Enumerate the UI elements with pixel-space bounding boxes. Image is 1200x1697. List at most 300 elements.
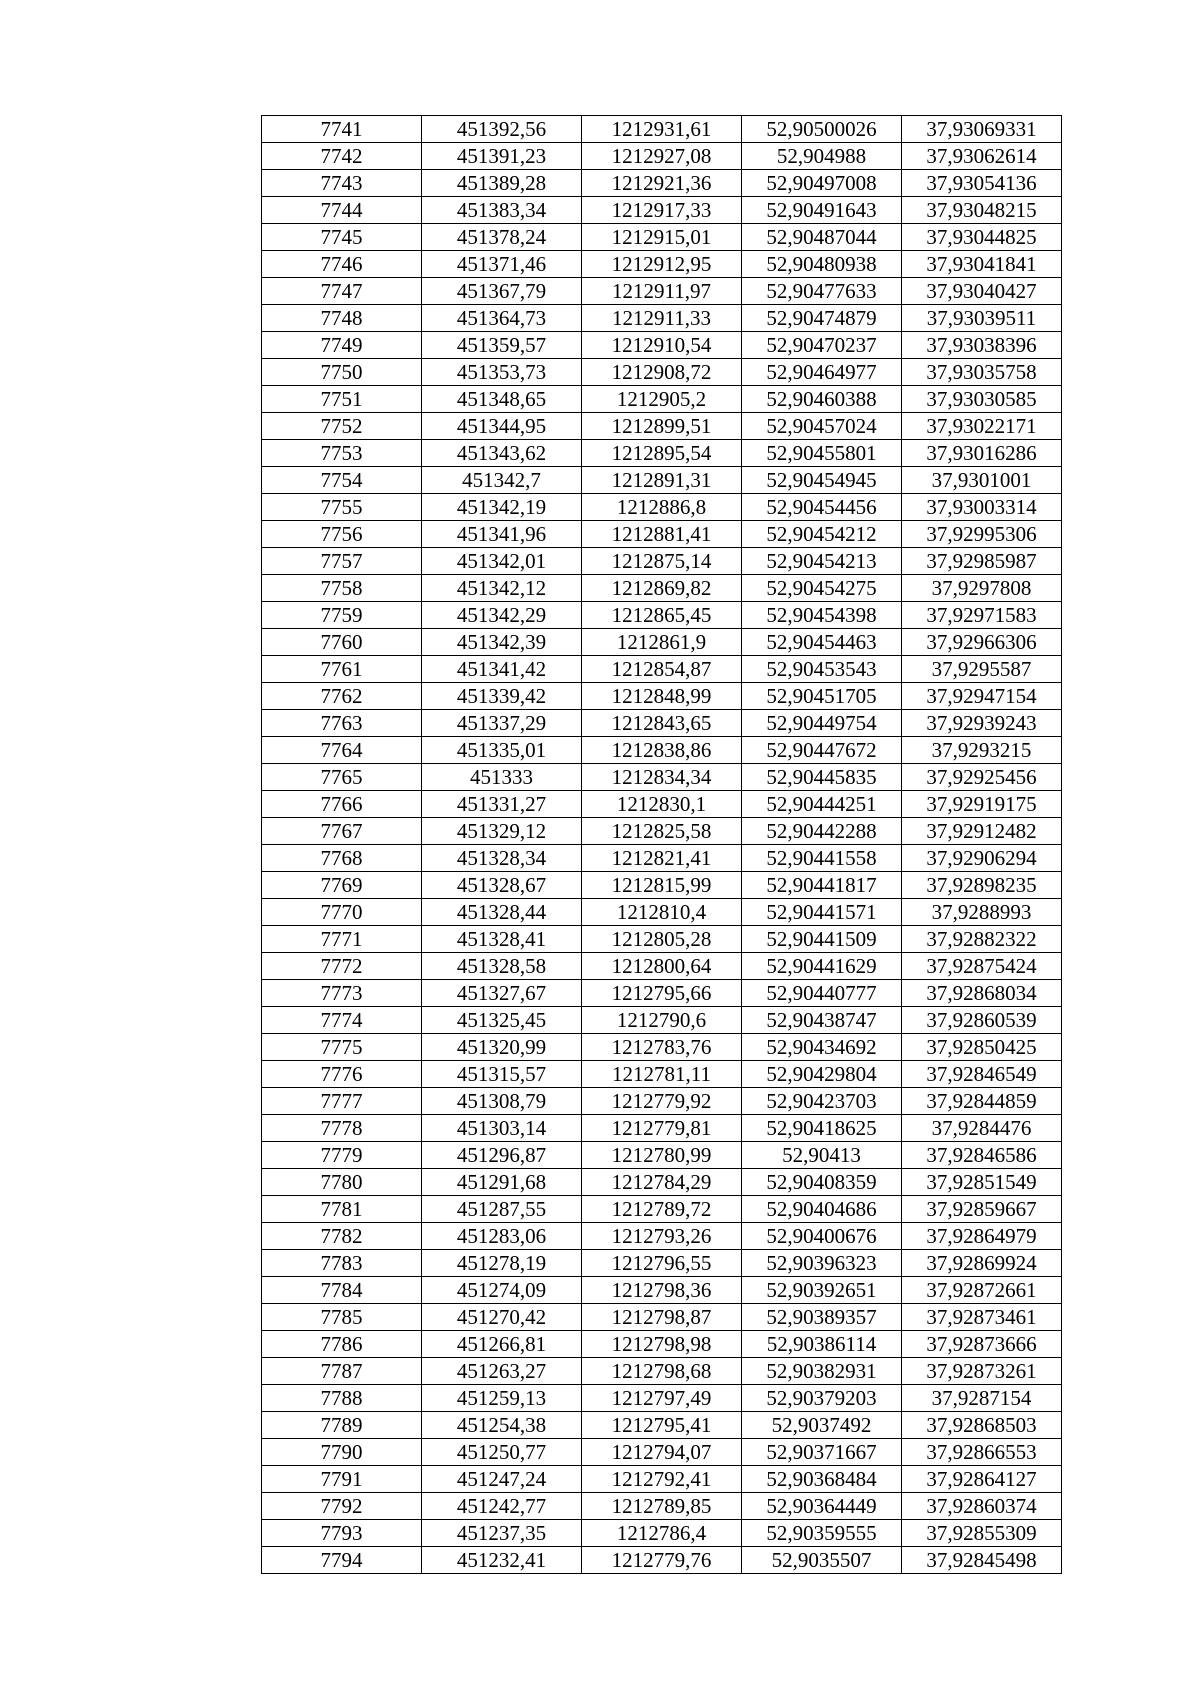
table-row [262, 494, 1062, 521]
table-row [262, 143, 1062, 170]
point-number-cell: 7765 [262, 764, 422, 791]
y-coordinate-cell: 1212810,4 [582, 899, 742, 926]
x-coordinate-cell: 451308,79 [422, 1088, 582, 1115]
y-coordinate-cell: 1212886,8 [582, 494, 742, 521]
x-coordinate-cell: 451328,41 [422, 926, 582, 953]
y-coordinate-cell: 1212789,72 [582, 1196, 742, 1223]
x-coordinate-cell: 451232,41 [422, 1547, 582, 1574]
y-coordinate-cell: 1212781,11 [582, 1061, 742, 1088]
table-row [262, 1412, 1062, 1439]
longitude-cell: 37,92860539 [902, 1007, 1062, 1034]
x-coordinate-cell: 451333 [422, 764, 582, 791]
latitude-cell: 52,90453543 [742, 656, 902, 683]
latitude-cell: 52,90408359 [742, 1169, 902, 1196]
x-coordinate-cell: 451341,42 [422, 656, 582, 683]
point-number-cell: 7772 [262, 953, 422, 980]
x-coordinate-cell: 451392,56 [422, 116, 582, 143]
x-coordinate-cell: 451287,55 [422, 1196, 582, 1223]
longitude-cell: 37,92985987 [902, 548, 1062, 575]
latitude-cell: 52,90497008 [742, 170, 902, 197]
point-number-cell: 7760 [262, 629, 422, 656]
y-coordinate-cell: 1212927,08 [582, 143, 742, 170]
latitude-cell: 52,90423703 [742, 1088, 902, 1115]
point-number-cell: 7744 [262, 197, 422, 224]
y-coordinate-cell: 1212861,9 [582, 629, 742, 656]
longitude-cell: 37,92925456 [902, 764, 1062, 791]
table-row [262, 926, 1062, 953]
latitude-cell: 52,90441558 [742, 845, 902, 872]
longitude-cell: 37,92868034 [902, 980, 1062, 1007]
y-coordinate-cell: 1212789,85 [582, 1493, 742, 1520]
longitude-cell: 37,9288993 [902, 899, 1062, 926]
y-coordinate-cell: 1212784,29 [582, 1169, 742, 1196]
point-number-cell: 7792 [262, 1493, 422, 1520]
longitude-cell: 37,92846586 [902, 1142, 1062, 1169]
table-row [262, 872, 1062, 899]
y-coordinate-cell: 1212779,81 [582, 1115, 742, 1142]
x-coordinate-cell: 451367,79 [422, 278, 582, 305]
longitude-cell: 37,93048215 [902, 197, 1062, 224]
latitude-cell: 52,90396323 [742, 1250, 902, 1277]
table-row [262, 1061, 1062, 1088]
table-row [262, 1439, 1062, 1466]
table-row [262, 737, 1062, 764]
point-number-cell: 7748 [262, 305, 422, 332]
longitude-cell: 37,92868503 [902, 1412, 1062, 1439]
point-number-cell: 7767 [262, 818, 422, 845]
y-coordinate-cell: 1212798,98 [582, 1331, 742, 1358]
point-number-cell: 7786 [262, 1331, 422, 1358]
longitude-cell: 37,92844859 [902, 1088, 1062, 1115]
longitude-cell: 37,92850425 [902, 1034, 1062, 1061]
table-row [262, 1142, 1062, 1169]
y-coordinate-cell: 1212843,65 [582, 710, 742, 737]
point-number-cell: 7756 [262, 521, 422, 548]
longitude-cell: 37,9295587 [902, 656, 1062, 683]
x-coordinate-cell: 451342,39 [422, 629, 582, 656]
table-row [262, 413, 1062, 440]
latitude-cell: 52,90441571 [742, 899, 902, 926]
table-row [262, 1466, 1062, 1493]
longitude-cell: 37,9301001 [902, 467, 1062, 494]
point-number-cell: 7755 [262, 494, 422, 521]
longitude-cell: 37,93062614 [902, 143, 1062, 170]
point-number-cell: 7762 [262, 683, 422, 710]
y-coordinate-cell: 1212881,41 [582, 521, 742, 548]
x-coordinate-cell: 451378,24 [422, 224, 582, 251]
table-row [262, 1196, 1062, 1223]
x-coordinate-cell: 451342,7 [422, 467, 582, 494]
longitude-cell: 37,92906294 [902, 845, 1062, 872]
table-row [262, 1304, 1062, 1331]
point-number-cell: 7774 [262, 1007, 422, 1034]
point-number-cell: 7787 [262, 1358, 422, 1385]
longitude-cell: 37,92995306 [902, 521, 1062, 548]
x-coordinate-cell: 451389,28 [422, 170, 582, 197]
latitude-cell: 52,90438747 [742, 1007, 902, 1034]
latitude-cell: 52,90413 [742, 1142, 902, 1169]
longitude-cell: 37,92873461 [902, 1304, 1062, 1331]
latitude-cell: 52,90455801 [742, 440, 902, 467]
latitude-cell: 52,90457024 [742, 413, 902, 440]
latitude-cell: 52,90454398 [742, 602, 902, 629]
longitude-cell: 37,93038396 [902, 332, 1062, 359]
longitude-cell: 37,9293215 [902, 737, 1062, 764]
latitude-cell: 52,90454212 [742, 521, 902, 548]
y-coordinate-cell: 1212779,76 [582, 1547, 742, 1574]
latitude-cell: 52,9035507 [742, 1547, 902, 1574]
x-coordinate-cell: 451259,13 [422, 1385, 582, 1412]
y-coordinate-cell: 1212800,64 [582, 953, 742, 980]
table-row [262, 764, 1062, 791]
table-row [262, 1088, 1062, 1115]
y-coordinate-cell: 1212793,26 [582, 1223, 742, 1250]
point-number-cell: 7790 [262, 1439, 422, 1466]
x-coordinate-cell: 451278,19 [422, 1250, 582, 1277]
point-number-cell: 7768 [262, 845, 422, 872]
latitude-cell: 52,90389357 [742, 1304, 902, 1331]
point-number-cell: 7789 [262, 1412, 422, 1439]
latitude-cell: 52,90487044 [742, 224, 902, 251]
longitude-cell: 37,92860374 [902, 1493, 1062, 1520]
point-number-cell: 7785 [262, 1304, 422, 1331]
longitude-cell: 37,93044825 [902, 224, 1062, 251]
table-row [262, 197, 1062, 224]
y-coordinate-cell: 1212798,68 [582, 1358, 742, 1385]
y-coordinate-cell: 1212908,72 [582, 359, 742, 386]
point-number-cell: 7747 [262, 278, 422, 305]
x-coordinate-cell: 451329,12 [422, 818, 582, 845]
y-coordinate-cell: 1212912,95 [582, 251, 742, 278]
table-row [262, 1493, 1062, 1520]
point-number-cell: 7794 [262, 1547, 422, 1574]
latitude-cell: 52,90359555 [742, 1520, 902, 1547]
longitude-cell: 37,92873666 [902, 1331, 1062, 1358]
longitude-cell: 37,93041841 [902, 251, 1062, 278]
point-number-cell: 7784 [262, 1277, 422, 1304]
latitude-cell: 52,90451705 [742, 683, 902, 710]
point-number-cell: 7752 [262, 413, 422, 440]
y-coordinate-cell: 1212895,54 [582, 440, 742, 467]
latitude-cell: 52,90464977 [742, 359, 902, 386]
longitude-cell: 37,9284476 [902, 1115, 1062, 1142]
x-coordinate-cell: 451341,96 [422, 521, 582, 548]
point-number-cell: 7780 [262, 1169, 422, 1196]
longitude-cell: 37,92872661 [902, 1277, 1062, 1304]
table-row [262, 710, 1062, 737]
longitude-cell: 37,92859667 [902, 1196, 1062, 1223]
longitude-cell: 37,92939243 [902, 710, 1062, 737]
table-row [262, 1250, 1062, 1277]
y-coordinate-cell: 1212910,54 [582, 332, 742, 359]
x-coordinate-cell: 451328,34 [422, 845, 582, 872]
y-coordinate-cell: 1212838,86 [582, 737, 742, 764]
table-row [262, 683, 1062, 710]
x-coordinate-cell: 451344,95 [422, 413, 582, 440]
x-coordinate-cell: 451315,57 [422, 1061, 582, 1088]
point-number-cell: 7775 [262, 1034, 422, 1061]
longitude-cell: 37,93035758 [902, 359, 1062, 386]
x-coordinate-cell: 451342,29 [422, 602, 582, 629]
x-coordinate-cell: 451291,68 [422, 1169, 582, 1196]
latitude-cell: 52,90460388 [742, 386, 902, 413]
point-number-cell: 7745 [262, 224, 422, 251]
point-number-cell: 7771 [262, 926, 422, 953]
longitude-cell: 37,9297808 [902, 575, 1062, 602]
y-coordinate-cell: 1212795,66 [582, 980, 742, 1007]
latitude-cell: 52,90480938 [742, 251, 902, 278]
y-coordinate-cell: 1212931,61 [582, 116, 742, 143]
x-coordinate-cell: 451247,24 [422, 1466, 582, 1493]
y-coordinate-cell: 1212899,51 [582, 413, 742, 440]
latitude-cell: 52,90491643 [742, 197, 902, 224]
table-row [262, 170, 1062, 197]
longitude-cell: 37,92855309 [902, 1520, 1062, 1547]
longitude-cell: 37,93022171 [902, 413, 1062, 440]
x-coordinate-cell: 451328,44 [422, 899, 582, 926]
y-coordinate-cell: 1212805,28 [582, 926, 742, 953]
latitude-cell: 52,90434692 [742, 1034, 902, 1061]
y-coordinate-cell: 1212783,76 [582, 1034, 742, 1061]
y-coordinate-cell: 1212875,14 [582, 548, 742, 575]
point-number-cell: 7769 [262, 872, 422, 899]
latitude-cell: 52,90382931 [742, 1358, 902, 1385]
longitude-cell: 37,92869924 [902, 1250, 1062, 1277]
point-number-cell: 7770 [262, 899, 422, 926]
point-number-cell: 7793 [262, 1520, 422, 1547]
point-number-cell: 7773 [262, 980, 422, 1007]
table-row [262, 602, 1062, 629]
x-coordinate-cell: 451353,73 [422, 359, 582, 386]
table-row [262, 116, 1062, 143]
latitude-cell: 52,90386114 [742, 1331, 902, 1358]
coordinates-table [261, 115, 1062, 1574]
table-row [262, 467, 1062, 494]
latitude-cell: 52,90441817 [742, 872, 902, 899]
latitude-cell: 52,90404686 [742, 1196, 902, 1223]
longitude-cell: 37,92846549 [902, 1061, 1062, 1088]
point-number-cell: 7779 [262, 1142, 422, 1169]
longitude-cell: 37,92966306 [902, 629, 1062, 656]
y-coordinate-cell: 1212798,36 [582, 1277, 742, 1304]
x-coordinate-cell: 451263,27 [422, 1358, 582, 1385]
table-row [262, 359, 1062, 386]
point-number-cell: 7746 [262, 251, 422, 278]
table-row [262, 1385, 1062, 1412]
point-number-cell: 7777 [262, 1088, 422, 1115]
y-coordinate-cell: 1212790,6 [582, 1007, 742, 1034]
x-coordinate-cell: 451359,57 [422, 332, 582, 359]
x-coordinate-cell: 451391,23 [422, 143, 582, 170]
table-row [262, 656, 1062, 683]
longitude-cell: 37,92864127 [902, 1466, 1062, 1493]
point-number-cell: 7783 [262, 1250, 422, 1277]
point-number-cell: 7757 [262, 548, 422, 575]
latitude-cell: 52,90454275 [742, 575, 902, 602]
latitude-cell: 52,90392651 [742, 1277, 902, 1304]
latitude-cell: 52,9037492 [742, 1412, 902, 1439]
latitude-cell: 52,90445835 [742, 764, 902, 791]
y-coordinate-cell: 1212794,07 [582, 1439, 742, 1466]
x-coordinate-cell: 451237,35 [422, 1520, 582, 1547]
point-number-cell: 7758 [262, 575, 422, 602]
x-coordinate-cell: 451328,58 [422, 953, 582, 980]
table-row [262, 1034, 1062, 1061]
longitude-cell: 37,92875424 [902, 953, 1062, 980]
x-coordinate-cell: 451266,81 [422, 1331, 582, 1358]
x-coordinate-cell: 451274,09 [422, 1277, 582, 1304]
latitude-cell: 52,90449754 [742, 710, 902, 737]
point-number-cell: 7754 [262, 467, 422, 494]
latitude-cell: 52,90400676 [742, 1223, 902, 1250]
latitude-cell: 52,90500026 [742, 116, 902, 143]
point-number-cell: 7750 [262, 359, 422, 386]
longitude-cell: 37,9287154 [902, 1385, 1062, 1412]
y-coordinate-cell: 1212780,99 [582, 1142, 742, 1169]
y-coordinate-cell: 1212797,49 [582, 1385, 742, 1412]
table-row [262, 548, 1062, 575]
table-row [262, 1115, 1062, 1142]
latitude-cell: 52,90429804 [742, 1061, 902, 1088]
longitude-cell: 37,93039511 [902, 305, 1062, 332]
latitude-cell: 52,90447672 [742, 737, 902, 764]
longitude-cell: 37,92912482 [902, 818, 1062, 845]
point-number-cell: 7778 [262, 1115, 422, 1142]
y-coordinate-cell: 1212792,41 [582, 1466, 742, 1493]
longitude-cell: 37,93054136 [902, 170, 1062, 197]
longitude-cell: 37,92851549 [902, 1169, 1062, 1196]
x-coordinate-cell: 451296,87 [422, 1142, 582, 1169]
y-coordinate-cell: 1212830,1 [582, 791, 742, 818]
table-row [262, 1358, 1062, 1385]
longitude-cell: 37,93016286 [902, 440, 1062, 467]
y-coordinate-cell: 1212834,34 [582, 764, 742, 791]
x-coordinate-cell: 451383,34 [422, 197, 582, 224]
y-coordinate-cell: 1212796,55 [582, 1250, 742, 1277]
longitude-cell: 37,92845498 [902, 1547, 1062, 1574]
latitude-cell: 52,90364449 [742, 1493, 902, 1520]
table-row [262, 440, 1062, 467]
x-coordinate-cell: 451342,01 [422, 548, 582, 575]
point-number-cell: 7753 [262, 440, 422, 467]
table-row [262, 332, 1062, 359]
y-coordinate-cell: 1212815,99 [582, 872, 742, 899]
longitude-cell: 37,92882322 [902, 926, 1062, 953]
longitude-cell: 37,93003314 [902, 494, 1062, 521]
latitude-cell: 52,90379203 [742, 1385, 902, 1412]
point-number-cell: 7788 [262, 1385, 422, 1412]
point-number-cell: 7749 [262, 332, 422, 359]
longitude-cell: 37,92947154 [902, 683, 1062, 710]
table-row [262, 980, 1062, 1007]
point-number-cell: 7761 [262, 656, 422, 683]
latitude-cell: 52,90368484 [742, 1466, 902, 1493]
longitude-cell: 37,92898235 [902, 872, 1062, 899]
latitude-cell: 52,90444251 [742, 791, 902, 818]
x-coordinate-cell: 451325,45 [422, 1007, 582, 1034]
x-coordinate-cell: 451303,14 [422, 1115, 582, 1142]
point-number-cell: 7791 [262, 1466, 422, 1493]
y-coordinate-cell: 1212798,87 [582, 1304, 742, 1331]
x-coordinate-cell: 451250,77 [422, 1439, 582, 1466]
x-coordinate-cell: 451331,27 [422, 791, 582, 818]
table-row [262, 251, 1062, 278]
latitude-cell: 52,904988 [742, 143, 902, 170]
table-row [262, 1547, 1062, 1574]
x-coordinate-cell: 451320,99 [422, 1034, 582, 1061]
point-number-cell: 7742 [262, 143, 422, 170]
y-coordinate-cell: 1212821,41 [582, 845, 742, 872]
table-row [262, 575, 1062, 602]
x-coordinate-cell: 451348,65 [422, 386, 582, 413]
point-number-cell: 7764 [262, 737, 422, 764]
table-row [262, 845, 1062, 872]
point-number-cell: 7751 [262, 386, 422, 413]
x-coordinate-cell: 451342,12 [422, 575, 582, 602]
point-number-cell: 7759 [262, 602, 422, 629]
latitude-cell: 52,90454945 [742, 467, 902, 494]
table-row [262, 224, 1062, 251]
table-row [262, 521, 1062, 548]
y-coordinate-cell: 1212911,97 [582, 278, 742, 305]
y-coordinate-cell: 1212921,36 [582, 170, 742, 197]
point-number-cell: 7741 [262, 116, 422, 143]
y-coordinate-cell: 1212854,87 [582, 656, 742, 683]
y-coordinate-cell: 1212795,41 [582, 1412, 742, 1439]
x-coordinate-cell: 451327,67 [422, 980, 582, 1007]
latitude-cell: 52,90477633 [742, 278, 902, 305]
y-coordinate-cell: 1212779,92 [582, 1088, 742, 1115]
table-row [262, 1331, 1062, 1358]
table-row [262, 818, 1062, 845]
y-coordinate-cell: 1212891,31 [582, 467, 742, 494]
y-coordinate-cell: 1212917,33 [582, 197, 742, 224]
x-coordinate-cell: 451342,19 [422, 494, 582, 521]
x-coordinate-cell: 451283,06 [422, 1223, 582, 1250]
y-coordinate-cell: 1212911,33 [582, 305, 742, 332]
table-row [262, 1007, 1062, 1034]
table-row [262, 791, 1062, 818]
latitude-cell: 52,90470237 [742, 332, 902, 359]
y-coordinate-cell: 1212865,45 [582, 602, 742, 629]
table-row [262, 278, 1062, 305]
latitude-cell: 52,90371667 [742, 1439, 902, 1466]
table-row [262, 629, 1062, 656]
table-body [262, 116, 1062, 1574]
longitude-cell: 37,92971583 [902, 602, 1062, 629]
y-coordinate-cell: 1212786,4 [582, 1520, 742, 1547]
longitude-cell: 37,92866553 [902, 1439, 1062, 1466]
x-coordinate-cell: 451328,67 [422, 872, 582, 899]
table-row [262, 1169, 1062, 1196]
latitude-cell: 52,90441509 [742, 926, 902, 953]
table-row [262, 1520, 1062, 1547]
point-number-cell: 7763 [262, 710, 422, 737]
latitude-cell: 52,90441629 [742, 953, 902, 980]
table-row [262, 386, 1062, 413]
table-row [262, 1223, 1062, 1250]
x-coordinate-cell: 451343,62 [422, 440, 582, 467]
table-row [262, 899, 1062, 926]
table-row [262, 953, 1062, 980]
table-row [262, 1277, 1062, 1304]
x-coordinate-cell: 451242,77 [422, 1493, 582, 1520]
y-coordinate-cell: 1212915,01 [582, 224, 742, 251]
latitude-cell: 52,90454463 [742, 629, 902, 656]
point-number-cell: 7766 [262, 791, 422, 818]
longitude-cell: 37,93069331 [902, 116, 1062, 143]
latitude-cell: 52,90440777 [742, 980, 902, 1007]
